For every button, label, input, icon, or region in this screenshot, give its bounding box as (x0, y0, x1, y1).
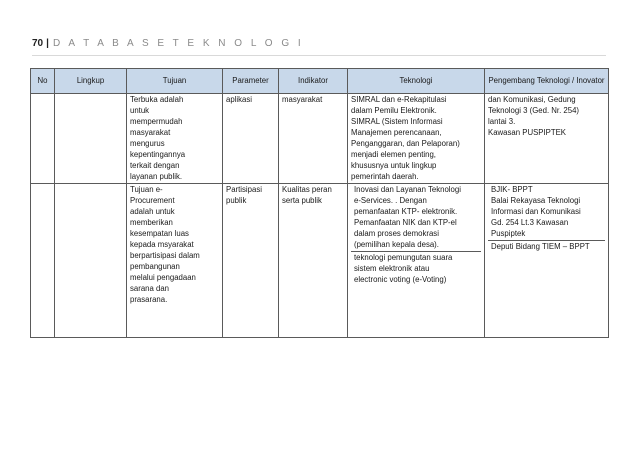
column-header-indikator: Indikator (279, 69, 348, 94)
table-header-row (31, 69, 609, 94)
column-header-no: No (31, 69, 55, 94)
cell-tujuan: Tujuan e- Procurement adalah untuk memberikan kesempatan luas kepada msyarakat berpartisipasi dalam pembangunan melalui pengadaan sarana dan prasarana. (127, 184, 223, 338)
pengembang-entry: Deputi Bidang TIEM – BPPT (488, 240, 605, 253)
cell-lingkup (55, 94, 127, 184)
teknologi-entry: teknologi pemungutan suara sistem elektronik atau electronic voting (e-Voting) (351, 251, 481, 286)
header-title: D A T A B A S E T E K N O L O G I (52, 38, 304, 49)
column-header-parameter: Parameter (223, 69, 279, 94)
cell-indikator: masyarakat (279, 94, 348, 184)
cell-no (31, 94, 55, 184)
header-separator: | (46, 38, 49, 49)
column-header-tujuan: Tujuan (127, 69, 223, 94)
cell-parameter: Partisipasi publik (223, 184, 279, 338)
header-rule (32, 55, 606, 56)
page-header (32, 38, 304, 49)
column-header-pengembang: Pengembang Teknologi / Inovator (485, 69, 609, 94)
pengembang-entry: BJIK- BPPT Balai Rekayasa Teknologi Informasi dan Komunikasi Gd. 254 Lt.3 Kawasan Puspiptek (491, 185, 581, 238)
cell-teknologi (348, 184, 485, 338)
page-number: 70 (32, 38, 44, 49)
column-header-teknologi: Teknologi (348, 69, 485, 94)
cell-no (31, 184, 55, 338)
table-row (31, 184, 609, 338)
technology-table (30, 68, 609, 338)
cell-lingkup (55, 184, 127, 338)
teknologi-entry: Inovasi dan Layanan Teknologi e-Services. . Dengan pemanfaatan KTP- elektronik. Pemanfaatan NIK dan KTP-el dalam proses demokrasi (pemilihan kepala desa). (354, 185, 461, 249)
cell-parameter: aplikasi (223, 94, 279, 184)
cell-teknologi: SIMRAL dan e-Rekapitulasi dalam Pemilu Elektronik. SIMRAL (Sistem Informasi Manajemen perencanaan, Penganggaran, dan Pelaporan) menjadi elemen penting, khususnya untuk lingkup pemerintah daerah. (348, 94, 485, 184)
table-row (31, 94, 609, 184)
cell-pengembang: dan Komunikasi, Gedung Teknologi 3 (Ged. Nr. 254) lantai 3. Kawasan PUSPIPTEK (485, 94, 609, 184)
cell-indikator: Kualitas peran serta publik (279, 184, 348, 338)
cell-pengembang (485, 184, 609, 338)
column-header-lingkup: Lingkup (55, 69, 127, 94)
cell-tujuan: Terbuka adalah untuk mempermudah masyarakat mengurus kepentingannya terkait dengan layanan publik. (127, 94, 223, 184)
